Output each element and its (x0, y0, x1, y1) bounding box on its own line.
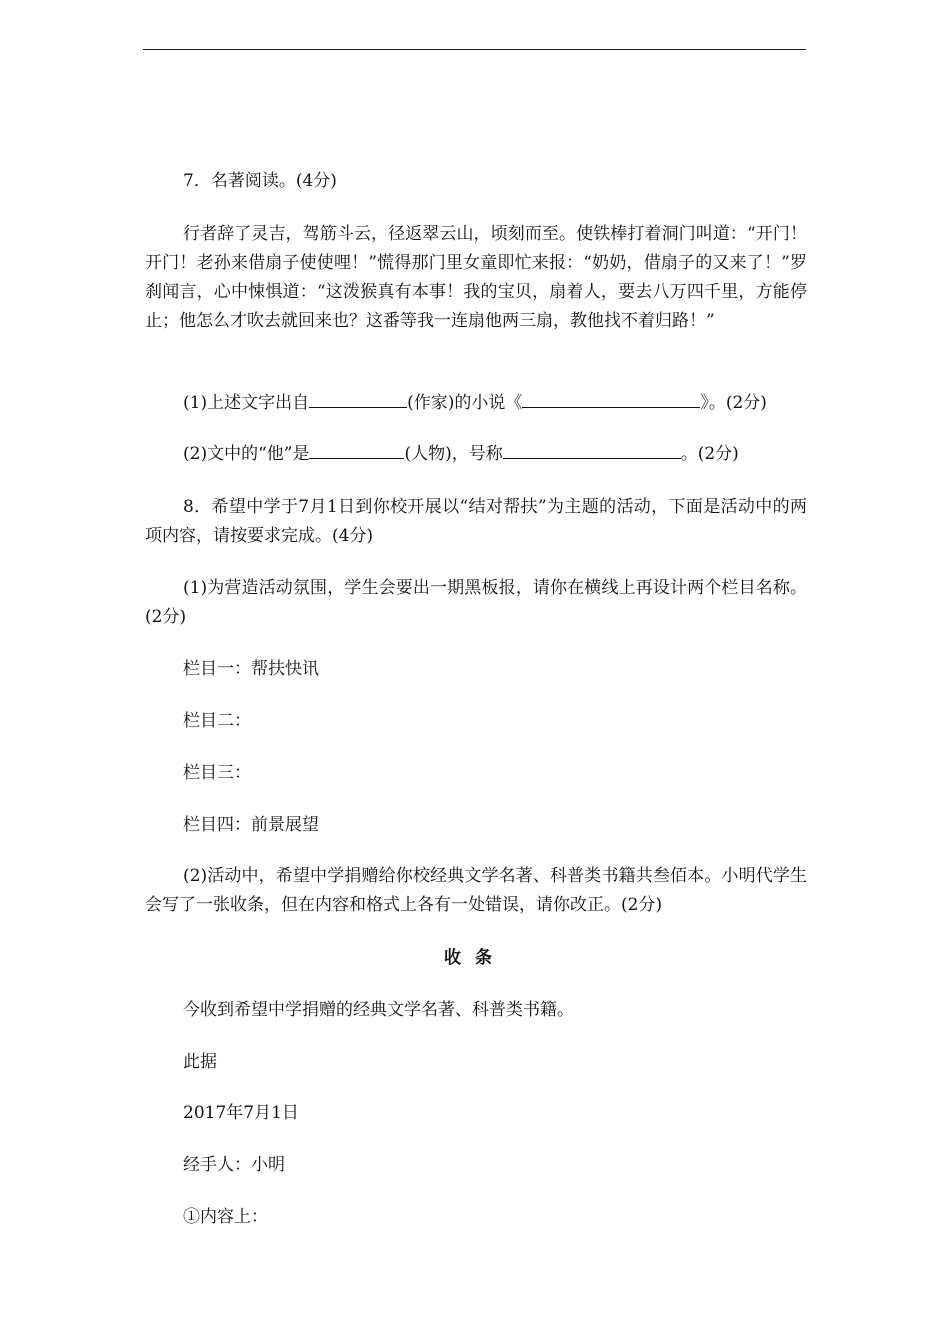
column-four: 栏目四：前景展望 (183, 815, 319, 835)
author-blank[interactable] (309, 389, 407, 408)
receipt-handler: 经手人：小明 (183, 1155, 285, 1175)
column-one: 栏目一：帮扶快讯 (183, 659, 319, 679)
column-two: 栏目二： (183, 711, 251, 731)
character-blank[interactable] (309, 440, 404, 459)
q7-heading: 7．名著阅读。(4分) (183, 171, 337, 191)
q8-heading: 8．希望中学于7月1日到你校开展以“结对帮扶”为主题的活动，下面是活动中的两项内容，请按要求完成。(4分) (145, 497, 807, 546)
receipt-body: 今收到希望中学捐赠的经典文学名著、科普类书籍。 (183, 1000, 574, 1020)
q7-sub2-text-b: (人物)，号称 (404, 444, 503, 464)
q7-sub1 (145, 389, 807, 418)
answer-content-label: ①内容上： (183, 1207, 268, 1227)
header-rule (143, 49, 806, 50)
q7-sub1-text-a: (1)上述文字出自 (183, 393, 310, 413)
q7-sub2-text-c: 。(2分) (680, 444, 739, 464)
receipt-title: 收条 (444, 948, 506, 968)
nickname-blank[interactable] (503, 440, 681, 459)
q7-sub1-text-c: 》。(2分) (700, 393, 767, 413)
receipt-date: 2017年7月1日 (183, 1103, 299, 1123)
q8-sub2: (2)活动中，希望中学捐赠给你校经典文学名著、科普类书籍共叁佰本。小明代学生会写了一张收条，但在内容和格式上各有一处错误，请你改正。(2分) (145, 866, 807, 915)
q7-sub2 (145, 440, 807, 469)
q8-sub1: (1)为营造活动氛围，学生会要出一期黑板报，请你在横线上再设计两个栏目名称。(2分) (145, 578, 807, 627)
q7-sub2-text-a: (2)文中的“他”是 (183, 444, 310, 464)
novel-title-blank[interactable] (522, 389, 700, 408)
q7-sub1-text-b: (作家)的小说《 (407, 393, 523, 413)
q7-passage: 行者辞了灵吉，驾筋斗云，径返翠云山，顷刻而至。使铁棒打着洞门叫道：“开门！开门！老孙来借扇子使使哩！”慌得那门里女童即忙来报：“奶奶，借扇子的又来了！”罗刹闻言，心中悚惧道：“这泼猴真有本事！我的宝贝，扇着人，要去八万四千里，方能停止；他怎么才吹去就回来也？这番等我一连扇他两三扇，教他找不着归路！” (145, 224, 807, 331)
receipt-closing: 此据 (183, 1052, 217, 1072)
column-three: 栏目三： (183, 763, 251, 783)
